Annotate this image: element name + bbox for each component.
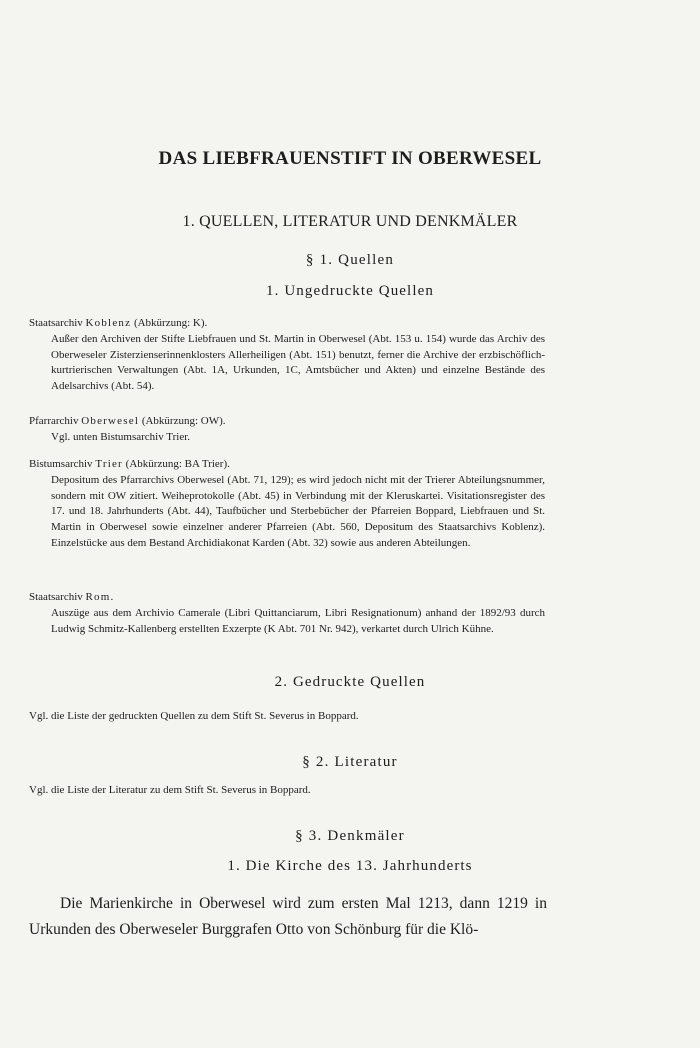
subsection-heading-gedruckte-quellen: 2. Gedruckte Quellen <box>274 674 426 690</box>
source-entry-heading <box>29 414 545 430</box>
archive-abbreviation: (Abkürzung: K). <box>131 317 208 329</box>
body-paragraph: Die Marienkirche in Oberwesel wird zum ersten Mal 1213, dann 1219 in Urkunden des Oberweseler Burggrafen Otto von Schönburg für die Klö- <box>29 895 547 938</box>
archive-type: Bistumsarchiv <box>29 458 96 470</box>
source-entry <box>29 590 545 637</box>
archive-abbreviation: (Abkürzung: OW). <box>139 415 226 427</box>
literature-note: Vgl. die Liste der Literatur zu dem Stift St. Severus in Boppard. <box>29 784 311 796</box>
archive-type: Pfarrarchiv <box>29 415 82 427</box>
archive-place: Oberwesel <box>81 415 140 427</box>
source-entry <box>29 457 545 552</box>
source-entry-body: Vgl. unten Bistumsarchiv Trier. <box>51 430 191 443</box>
source-entry-heading <box>29 590 545 606</box>
source-entry-heading <box>29 316 545 332</box>
subsection-heading-ungedruckte-quellen: 1. Ungedruckte Quellen <box>266 283 434 299</box>
printed-sources-note: Vgl. die Liste der gedruckten Quellen zu dem Stift St. Severus in Boppard. <box>29 710 359 722</box>
archive-abbreviation: (Abkürzung: BA Trier). <box>122 458 230 470</box>
source-entry-body: Außer den Archiven der Stifte Liebfrauen und St. Martin in Oberwesel (Abt. 153 u. 154) wurde das Archiv des Oberweseler Zisterzienserinnenklosters Allerheiligen (Abt. 151) benutzt, ferner die Archive der erzbischöflich-kurtrierischen Verwaltungen (Abt. 1A, Urkunden, 1C, Amtsbücher und Akten) und einzelne Bestände des Adelsarchivs (Abt. 54). <box>51 332 545 393</box>
section-heading-literatur: § 2. Literatur <box>302 754 398 770</box>
source-entry-body: Auszüge aus dem Archivio Camerale (Libri Quittanciarum, Libri Resignationum) anhand der 1892/93 durch Ludwig Schmitz-Kallenberg erstellten Exzerpte (K Abt. 701 Nr. 942), verkartet durch Ulrich Kühne. <box>51 606 545 635</box>
archive-place: Koblenz <box>85 317 132 329</box>
archive-type: Staatsarchiv <box>29 591 86 603</box>
chapter-title: DAS LIEBFRAUENSTIFT IN OBERWESEL <box>158 148 542 169</box>
source-entry-body: Depositum des Pfarrarchivs Oberwesel (Abt. 71, 129); es wird jedoch nicht mit der Trierer Abteilungsnummer, sondern mit OW zitiert. Weiheprotokolle (Abt. 45) in Verbindung mit der Kleruskartei. Visitationsregister des 17. und 18. Jahrhunderts (Abt. 44), Taufbücher und Sterbebücher der Pfarreien Boppard, Liebfrauen und St. Martin in Oberwesel sowie einzelner anderer Pfarreien (Abt. 560, Depositum des Staatsarchivs Koblenz). Einzelstücke aus dem Bestand Archidiakonat Karden (Abt. 32) sowie aus anderen Abteilungen. <box>51 473 545 549</box>
subsection-heading-kirche: 1. Die Kirche des 13. Jahrhunderts <box>227 858 473 874</box>
source-entry-heading <box>29 457 545 473</box>
section-heading-quellen: § 1. Quellen <box>305 252 395 268</box>
part-heading: 1. QUELLEN, LITERATUR UND DENKMÄLER <box>182 213 518 230</box>
source-entry <box>29 414 545 446</box>
archive-abbreviation: . <box>110 591 114 603</box>
archive-place: Rom <box>85 591 111 603</box>
archive-place: Trier <box>95 458 123 470</box>
archive-type: Staatsarchiv <box>29 317 86 329</box>
source-entry <box>29 316 545 395</box>
section-heading-denkmaeler: § 3. Denkmäler <box>295 828 405 844</box>
